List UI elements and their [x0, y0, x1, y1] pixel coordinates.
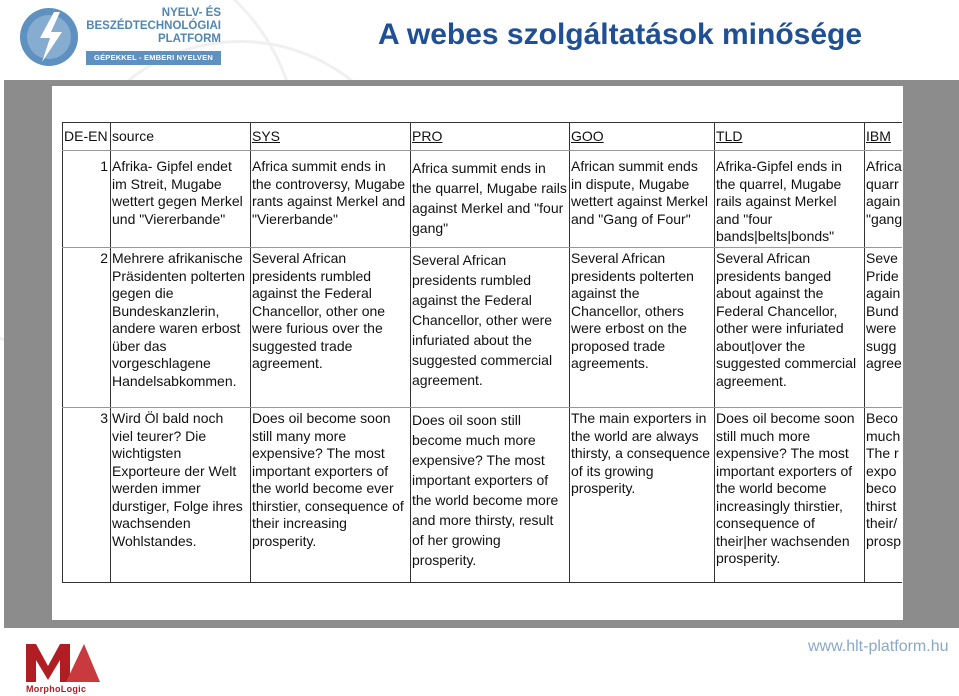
cell-line: important exporters of: [716, 462, 853, 479]
cell-line: wettert gegen Merkel: [112, 193, 243, 209]
cell-line: durstiger, Folge ihres: [112, 497, 243, 514]
morphologic-logo-text: MorphoLogic: [26, 684, 87, 694]
cell-line: Africa summit ends in: [252, 158, 386, 174]
hlt-logo-text: [86, 7, 221, 46]
logo-line: BESZÉDTECHNOLÓGIAI: [86, 20, 221, 32]
column-header[interactable]: PRO: [412, 128, 443, 144]
row-number: 2: [100, 250, 108, 266]
cell-line: Beco: [866, 410, 898, 426]
cell-line: again: [866, 193, 901, 209]
cell-line: prosp: [866, 532, 902, 549]
cell-line: Handelsabkommen.: [112, 372, 237, 389]
cell-line: suggested commercial: [412, 352, 553, 368]
cell-line: Bundeskanzlerin,: [112, 302, 220, 319]
table-cell: [252, 250, 410, 373]
cell-line: other were infuriated: [716, 320, 844, 336]
cell-line: again: [866, 285, 901, 301]
cell-line: Bund: [866, 302, 899, 319]
cell-line: Afrika-Gipfel ends in: [716, 158, 843, 174]
table-row-divider: [62, 150, 902, 151]
cell-line: werden immer: [112, 480, 201, 496]
cell-line: the controversy, Mugabe: [252, 175, 406, 192]
cell-line: the world are always: [571, 427, 699, 444]
cell-line: still many more: [252, 427, 347, 444]
cell-line: and more thirsty, result: [412, 512, 554, 528]
cell-line: important exporters of: [252, 462, 389, 479]
cell-line: Seve: [866, 250, 898, 266]
cell-line: sugg: [866, 337, 897, 354]
cell-line: agreements.: [571, 355, 649, 371]
table-cell: [252, 158, 410, 228]
cell-line: expensive? The most: [716, 445, 849, 461]
cell-line: Präsidenten polterten: [112, 267, 246, 284]
cell-line: and "four: [716, 210, 773, 227]
column-header[interactable]: SYS: [252, 128, 281, 144]
table-column-divider: [714, 122, 715, 582]
cell-line: their/: [866, 515, 898, 531]
cell-line: against the Federal: [252, 285, 372, 301]
cell-line: presidents rumbled: [252, 267, 372, 284]
cell-line: infuriated about the: [412, 332, 532, 348]
table-cell: [571, 410, 714, 498]
table-cell: [716, 410, 864, 568]
row-number: 3: [100, 410, 108, 426]
cell-line: quarr: [866, 175, 899, 192]
cell-line: Wird Öl bald noch: [112, 410, 224, 426]
hlt-platform-logo: [18, 6, 221, 68]
cell-line: important exporters of: [412, 472, 549, 488]
cell-line: were furious over the: [252, 320, 383, 336]
table-cell: [866, 250, 902, 373]
cell-line: increasingly thirstier,: [716, 497, 843, 514]
logo-line: PLATFORM: [157, 33, 221, 45]
table-column-divider: [62, 122, 63, 582]
cell-line: African summit ends: [571, 158, 698, 174]
cell-line: viel teurer? Die: [112, 427, 207, 444]
cell-line: against the Federal: [412, 292, 532, 308]
cell-line: their increasing: [252, 515, 347, 531]
cell-line: the world become: [716, 480, 827, 496]
cell-line: Africa: [866, 158, 902, 174]
cell-line: prosperity.: [716, 550, 781, 566]
cell-line: rails against Merkel: [716, 193, 837, 209]
cell-line: Several African: [571, 250, 666, 266]
cell-line: of its growing: [571, 462, 654, 479]
cell-line: im Streit, Mugabe: [112, 175, 222, 192]
cell-line: gang": [412, 220, 449, 236]
table-column-divider: [250, 122, 251, 582]
table-cell: [716, 250, 864, 390]
table-cell: [112, 158, 250, 228]
row-number: 1: [100, 158, 108, 174]
table-cell: [866, 158, 902, 228]
cell-line: much: [866, 427, 901, 444]
cell-line: thirstier, consequence of: [252, 497, 404, 514]
table-cell: [571, 250, 714, 373]
cell-line: bands|belts|bonds": [716, 228, 835, 244]
cell-line: presidents banged: [716, 267, 832, 284]
table-row-divider: [62, 122, 902, 123]
cell-line: about|over the: [716, 337, 806, 354]
cell-line: Chancellor, others: [571, 302, 684, 319]
table-row-divider: [62, 582, 902, 583]
table-cell: [112, 250, 250, 390]
cell-line: "gang: [866, 210, 902, 227]
cell-line: The r: [866, 445, 899, 461]
column-header: DE-EN: [64, 128, 108, 144]
cell-line: become much more: [412, 432, 536, 448]
cell-line: vorgeschlagene: [112, 355, 211, 371]
cell-line: expo: [866, 462, 897, 479]
spreadsheet-page: [52, 86, 903, 620]
logo-tagline: GÉPEKKEL - EMBERI NYELVEN: [86, 51, 221, 65]
cell-line: still much more: [716, 427, 811, 444]
cell-line: Does oil become soon: [716, 410, 855, 426]
cell-line: gegen die: [112, 285, 174, 301]
cell-line: the world become more: [412, 492, 559, 508]
cell-line: of her growing: [412, 532, 501, 548]
cell-line: in dispute, Mugabe: [571, 175, 690, 192]
cell-line: thirst: [866, 497, 897, 514]
column-header[interactable]: IBM: [866, 128, 891, 144]
cell-line: were erbost on the: [571, 320, 687, 336]
footer-url[interactable]: www.hlt-platform.hu: [808, 638, 949, 655]
translation-table: [62, 122, 902, 582]
cell-line: against the: [571, 285, 640, 301]
slide-title: A webes szolgáltatások minősége: [378, 18, 863, 51]
table-cell: [112, 410, 250, 550]
column-header[interactable]: GOO: [571, 128, 604, 144]
cell-line: expensive? The most: [252, 445, 385, 461]
cell-line: against Merkel and "four: [412, 200, 564, 216]
cell-line: agree: [866, 355, 902, 371]
column-header: source: [112, 128, 155, 144]
hlt-platform-logo-icon: [18, 6, 80, 68]
table-column-divider: [569, 122, 570, 582]
cell-line: Several African: [412, 252, 507, 268]
cell-line: Does oil become soon: [252, 410, 391, 426]
cell-line: proposed trade: [571, 337, 666, 354]
table-cell: [252, 410, 410, 550]
cell-line: Afrika- Gipfel endet: [112, 158, 232, 174]
table-cell: [412, 250, 569, 390]
cell-line: and "Gang of Four": [571, 210, 691, 227]
cell-line: wettert against Merkel: [571, 193, 708, 209]
cell-line: beco: [866, 480, 897, 496]
cell-line: their|her wachsenden: [716, 532, 850, 549]
cell-line: Exporteure der Welt: [112, 462, 237, 479]
cell-line: consequence of: [716, 515, 815, 531]
screenshot-frame: [4, 80, 959, 628]
cell-line: expensive? The most: [412, 452, 545, 468]
cell-line: presidents rumbled: [412, 272, 532, 288]
cell-line: prosperity.: [571, 480, 636, 496]
cell-line: prosperity.: [412, 552, 477, 568]
cell-line: the quarrel, Mugabe rails: [412, 180, 567, 196]
cell-line: agreement.: [716, 372, 787, 389]
table-column-divider: [110, 122, 111, 582]
cell-line: agreement.: [252, 355, 323, 371]
cell-line: about against the: [716, 285, 824, 301]
cell-line: Wohlstandes.: [112, 532, 197, 549]
table-cell: [412, 158, 569, 238]
table-row-divider: [62, 247, 902, 248]
cell-line: thirsty, a consequence: [571, 445, 711, 461]
cell-line: Mehrere afrikanische: [112, 250, 243, 266]
table-cell: [866, 410, 902, 550]
cell-line: Pride: [866, 267, 899, 284]
cell-line: Several African: [716, 250, 811, 266]
cell-line: presidents polterten: [571, 267, 694, 284]
cell-line: prosperity.: [252, 532, 317, 549]
cell-line: rants against Merkel and: [252, 193, 406, 209]
table-cell: [571, 158, 714, 228]
cell-line: Several African: [252, 250, 347, 266]
cell-line: Does oil soon still: [412, 412, 521, 428]
cell-line: were: [866, 320, 897, 336]
cell-line: "Viererbande": [252, 210, 338, 227]
cell-line: andere waren erbost: [112, 320, 241, 336]
cell-line: Chancellor, other one: [252, 302, 386, 319]
column-header[interactable]: TLD: [716, 128, 743, 144]
cell-line: suggested commercial: [716, 355, 857, 371]
cell-line: und "Viererbande": [112, 210, 226, 227]
table-column-divider: [410, 122, 411, 582]
cell-line: the world become ever: [252, 480, 394, 496]
cell-line: The main exporters in: [571, 410, 707, 426]
table-cell: [412, 410, 569, 570]
cell-line: Federal Chancellor,: [716, 302, 838, 319]
cell-line: suggested trade: [252, 337, 353, 354]
cell-line: Africa summit ends in: [412, 160, 546, 176]
cell-line: wichtigsten: [112, 445, 182, 461]
cell-line: Chancellor, other were: [412, 312, 553, 328]
table-row-divider: [62, 407, 902, 408]
cell-line: über das: [112, 337, 167, 354]
logo-line: NYELV- ÉS: [161, 7, 221, 19]
cell-line: wachsenden: [112, 515, 191, 531]
table-cell: [716, 158, 864, 246]
cell-line: agreement.: [412, 372, 483, 388]
table-column-divider: [864, 122, 865, 582]
cell-line: the quarrel, Mugabe: [716, 175, 842, 192]
